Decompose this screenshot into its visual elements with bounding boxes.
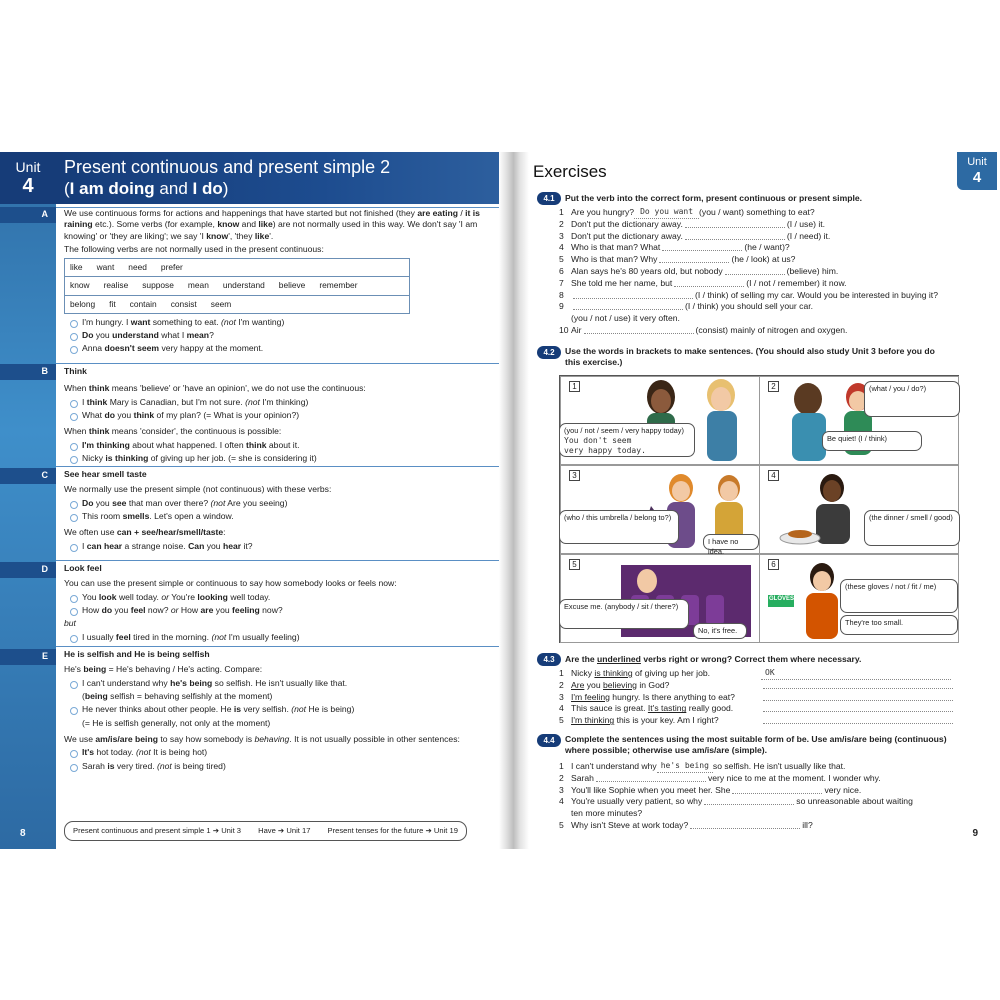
item-text: hungry. Is there anything to eat? — [609, 691, 735, 702]
item-text: (I / think) of selling my car. Would you be interested in buying it? — [695, 289, 938, 300]
picture-cell-2 — [759, 376, 959, 465]
exercise-item — [559, 290, 989, 302]
exercise-instructions: Complete the sentences using the most suitable form of be. Use am/is/are being (continuous) where possible; otherwise use am/is/are (simple). — [565, 734, 947, 756]
answer-blank[interactable] — [659, 254, 729, 263]
section-c-text: We normally use the present simple (not continuous) with these verbs: — [64, 484, 332, 495]
exercise-item — [559, 313, 989, 325]
item-number: 5 — [559, 819, 564, 830]
crossref-link[interactable]: Have ➔ Unit 17 — [258, 826, 311, 835]
exercise-4-4-items — [559, 761, 989, 832]
section-b-text: When think means 'consider', the continuous is possible: — [64, 426, 282, 437]
item-text: very nice to me at the moment. I wonder why. — [707, 772, 881, 783]
section-d — [64, 563, 494, 645]
exercise-item — [559, 820, 989, 832]
section-a-note: The following verbs are not normally used in the present continuous: — [64, 244, 324, 255]
example: You look well today. or You're looking well today. — [64, 592, 494, 603]
verb-cell: suppose — [142, 280, 174, 291]
answer-blank[interactable] — [674, 278, 744, 287]
gutter — [499, 152, 529, 849]
example: I can't understand why he's being so selfish. He isn't usually like that. — [64, 678, 494, 689]
subtitle-part1: I am doing — [69, 179, 155, 198]
answer-blank[interactable] — [732, 785, 822, 794]
exercise-item — [559, 325, 989, 337]
section-divider — [56, 466, 500, 467]
item-number: 6 — [559, 265, 564, 276]
section-tab-e: E — [0, 649, 56, 665]
exercise-4-1-heading — [537, 192, 862, 205]
title-band — [56, 152, 500, 204]
underlined-verb: believing — [603, 679, 637, 690]
example: I can hear a strange noise. Can you hear it? — [64, 541, 494, 552]
unit-number: 4 — [972, 168, 982, 186]
item-text: (I / not / remember) it now. — [746, 277, 847, 288]
item-text: (you / want) something to eat? — [699, 207, 815, 217]
page-number-left: 8 — [20, 828, 26, 839]
exercise-4-4-heading — [537, 734, 955, 757]
verb-cell: belong — [70, 298, 96, 309]
exercise-item — [559, 254, 989, 266]
answer-blank[interactable] — [725, 266, 785, 275]
verb-cell: need — [128, 262, 147, 273]
item-number: 7 — [559, 277, 564, 288]
underlined-verb: Are — [571, 679, 585, 690]
verb-cell: consist — [170, 298, 197, 309]
answer-blank[interactable] — [573, 301, 683, 310]
exercise-item — [559, 219, 989, 231]
item-number: 4 — [559, 703, 564, 714]
section-c — [64, 469, 494, 554]
picture-cell-5 — [560, 554, 760, 643]
speech-bubble: Excuse me. (anybody / sit / there?) — [559, 599, 689, 629]
exercises-title: Exercises — [533, 162, 607, 181]
verb-cell: realise — [103, 280, 129, 291]
picture-cell-4 — [759, 465, 959, 554]
section-tab-d: D — [0, 562, 56, 578]
answer-blank[interactable] — [763, 715, 953, 724]
section-tab-c: C — [0, 468, 56, 484]
item-number: 1 — [559, 207, 564, 217]
example-note: (being selfish = behaving selfishly at the moment) — [82, 691, 273, 702]
item-text: very nice. — [824, 784, 862, 795]
exercise-item — [559, 301, 989, 313]
item-number: 10 — [559, 324, 569, 335]
item-text: Alan says he's 80 years old, but nobody — [571, 265, 723, 276]
example: I usually feel tired in the morning. (not I'm usually feeling) — [64, 632, 494, 643]
item-number — [559, 313, 571, 325]
item-text: Don't put the dictionary away. — [571, 230, 683, 241]
answer-blank[interactable] — [763, 680, 953, 689]
item-text: (he / want)? — [744, 242, 790, 253]
exercise-item — [559, 207, 989, 219]
left-page — [0, 152, 500, 849]
unit-label: Unit — [15, 159, 41, 175]
item-number: 5 — [559, 715, 564, 726]
item-text: You'll like Sophie when you meet her. She — [571, 784, 731, 795]
exercise-instructions: Put the verb into the correct form, present continuous or present simple. — [565, 192, 863, 203]
right-page — [529, 152, 1000, 849]
section-tab-b: B — [0, 364, 56, 380]
section-b-text: When think means 'believe' or 'have an opinion', we do not use the continuous: — [64, 383, 366, 394]
answer-blank[interactable] — [685, 219, 785, 228]
item-text: this is your key. Am I right? — [614, 715, 719, 726]
example: I'm hungry. I want something to eat. (not I'm wanting) — [64, 317, 494, 328]
speech-bubble: No, it's free. — [693, 623, 747, 639]
verb-cell: mean — [187, 280, 209, 291]
cell-number: 6 — [768, 559, 779, 570]
item-text: You're usually very patient, so why — [571, 796, 703, 807]
item-text: (I / think) you should sell your car. — [685, 301, 814, 312]
speech-bubble: (the dinner / smell / good) — [864, 510, 960, 546]
exercise-item — [559, 242, 989, 254]
item-number — [559, 808, 571, 820]
exercise-item — [559, 715, 989, 727]
underlined-verb: is thinking — [594, 668, 633, 678]
speech-bubble: I have no idea. — [703, 534, 759, 550]
item-text: so unreasonable about waiting — [796, 796, 913, 807]
section-divider — [56, 363, 500, 364]
speech-bubble: They're too small. — [840, 615, 958, 635]
section-e — [64, 649, 494, 774]
section-divider — [56, 560, 500, 561]
speech-bubble: (who / this umbrella / belong to?) — [559, 510, 679, 544]
example: He never thinks about other people. He is very selfish. (not He is being) — [64, 704, 494, 715]
verb-cell: believe — [278, 280, 306, 291]
speech-bubble: (what / you / do?) — [864, 381, 960, 417]
section-a — [64, 208, 494, 357]
item-text: ten more minutes? — [571, 808, 643, 819]
item-number: 3 — [559, 784, 564, 795]
section-d-heading: Look feel — [64, 563, 102, 573]
item-text: so selfish. He isn't usually like that. — [712, 761, 846, 771]
section-tab-a: A — [0, 207, 56, 223]
item-text: in God? — [636, 679, 670, 690]
item-text: Who is that man? What — [571, 242, 661, 253]
verb-row-2 — [65, 277, 410, 295]
item-sentence — [571, 668, 761, 680]
exercise-item — [559, 266, 989, 278]
exercise-number: 4.3 — [537, 653, 561, 666]
picture-grid — [559, 375, 959, 643]
side-strip — [0, 152, 56, 849]
underlined-verb: I'm feeling — [571, 691, 610, 702]
verb-cell: know — [70, 280, 90, 291]
section-b — [64, 366, 494, 466]
answer-blank[interactable] — [690, 820, 800, 829]
section-c-text: We often use can + see/hear/smell/taste: — [64, 527, 226, 538]
answer-blank[interactable] — [704, 796, 794, 805]
item-number: 9 — [559, 301, 564, 312]
exercise-item — [559, 231, 989, 243]
item-text: This sauce is great. — [571, 703, 648, 714]
verb-cell: remember — [319, 280, 358, 291]
cell-number: 2 — [768, 381, 779, 392]
item-number: 5 — [559, 254, 564, 265]
exercise-item — [559, 761, 989, 773]
item-text: She told me her name, but — [571, 277, 673, 288]
section-e-heading: He is selfish and He is being selfish — [64, 649, 210, 659]
item-text: you — [584, 679, 604, 690]
item-text: really good. — [686, 703, 734, 714]
section-c-heading: See hear smell taste — [64, 469, 147, 479]
verb-cell: contain — [129, 298, 157, 309]
section-b-heading: Think — [64, 366, 87, 376]
exercise-instructions: Are the underlined verbs right or wrong? Correct them where necessary. — [565, 653, 862, 664]
exercise-item — [559, 796, 989, 808]
unit-number: 4 — [22, 175, 34, 198]
speech-bubble: Be quiet! (I / think) — [822, 431, 922, 451]
item-number: 1 — [559, 761, 564, 771]
answer-blank[interactable] — [596, 773, 706, 782]
section-divider — [56, 646, 500, 647]
cell-number: 4 — [768, 470, 779, 481]
cell-number: 3 — [569, 470, 580, 481]
cell-number: 5 — [569, 559, 580, 570]
exercise-number: 4.2 — [537, 346, 561, 359]
example: It's hot today. (not It is being hot) — [64, 747, 494, 758]
answer-blank[interactable] — [662, 242, 742, 251]
unit-tab-right — [957, 152, 997, 190]
exercise-number: 4.4 — [537, 734, 561, 747]
example: Anna doesn't seem very happy at the moment. — [64, 343, 494, 354]
page-number-right: 9 — [972, 828, 978, 839]
example: Do you understand what I mean? — [64, 330, 494, 341]
item-text: Why isn't Steve at work today? — [571, 819, 689, 830]
example: What do you think of my plan? (= What is your opinion?) — [64, 410, 494, 421]
example: How do you feel now? or How are you feeling now? — [64, 605, 494, 616]
item-number: 4 — [559, 796, 564, 807]
section-e-text: We use am/is/are being to say how somebody is behaving. It is not usually possible in other sentences: — [64, 734, 460, 745]
cross-reference-box — [64, 821, 467, 841]
item-number: 3 — [559, 691, 564, 702]
exercise-4-2-heading — [537, 346, 945, 369]
gloves-sign: GLOVES — [769, 596, 795, 602]
bubble-prompt: (you / not / seem / very happy today) — [564, 426, 684, 435]
item-number: 8 — [559, 289, 564, 300]
item-number: 1 — [559, 668, 564, 678]
example-note: (= He is selfish generally, not only at the moment) — [82, 717, 271, 728]
exercise-item — [559, 692, 989, 704]
item-answer: Do you want — [634, 207, 699, 219]
exercise-instructions: Use the words in brackets to make sentences. (You should also study Unit 3 before you do this exercise.) — [565, 346, 935, 368]
item-text: (believe) him. — [786, 265, 839, 276]
item-text: (I / use) it. — [786, 218, 826, 229]
exercise-item — [559, 680, 989, 692]
answer-blank[interactable] — [584, 325, 694, 334]
item-text: (I / need) it. — [786, 230, 831, 241]
item-text: Air — [571, 324, 582, 335]
item-sentence — [571, 703, 761, 715]
item-text: of giving up her job. — [632, 668, 711, 678]
verb-cell: seem — [210, 298, 232, 309]
exercise-item — [559, 668, 989, 680]
crossref-link[interactable]: Present tenses for the future ➔ Unit 19 — [327, 826, 458, 835]
answer-blank[interactable] — [763, 692, 953, 701]
item-number: 3 — [559, 230, 564, 241]
verb-table — [64, 258, 410, 313]
verb-row-3 — [65, 295, 410, 313]
underlined-verb: I'm thinking — [571, 715, 615, 726]
item-number: 2 — [559, 679, 564, 690]
item-text: Sarah — [571, 772, 594, 783]
item-number: 2 — [559, 218, 564, 229]
item-text: (he / look) at us? — [731, 254, 796, 265]
unit-label: Unit — [967, 156, 987, 168]
item-number: 2 — [559, 772, 564, 783]
item-answer: OK — [761, 668, 951, 680]
item-text: Nicky — [571, 668, 595, 678]
unit-box — [0, 152, 56, 204]
exercise-item — [559, 278, 989, 290]
page-title: Present continuous and present simple 2 — [64, 157, 391, 177]
item-text: Are you hungry? — [571, 207, 635, 217]
picture-cell-6 — [759, 554, 959, 643]
verb-cell: want — [96, 262, 115, 273]
picture-cell-3 — [560, 465, 760, 554]
example: Nicky is thinking of giving up her job. (= she is considering it) — [64, 453, 494, 464]
item-sentence — [571, 680, 761, 692]
verb-cell: understand — [222, 280, 265, 291]
item-text: Who is that man? Why — [571, 254, 658, 265]
underlined-verb: It's tasting — [647, 703, 687, 714]
item-answer: he's being — [657, 761, 713, 773]
section-d-text: You can use the present simple or continuous to say how somebody looks or feels now: — [64, 578, 397, 589]
page-subtitle: (I am doing and I do) — [64, 179, 229, 198]
subtitle-and: and — [159, 179, 188, 198]
example: Do you see that man over there? (not Are you seeing) — [64, 498, 494, 509]
item-text: Don't put the dictionary away. — [571, 218, 683, 229]
item-sentence — [571, 692, 761, 704]
exercise-item — [559, 773, 989, 785]
exercise-item — [559, 785, 989, 797]
but-label: but — [64, 618, 76, 629]
subtitle-part2: I do — [192, 179, 223, 198]
item-text: ill? — [802, 819, 813, 830]
bubble-answer: You don't seem very happy today. — [564, 435, 646, 456]
cell-number: 1 — [569, 381, 580, 392]
speech-bubble — [559, 423, 695, 457]
answer-blank[interactable] — [573, 290, 693, 299]
exercise-item — [559, 703, 989, 715]
section-a-intro: We use continuous forms for actions and happenings that have started but not finished (they are eating / it is raining etc.). Some verbs (for example, know and like) are not normally used in this way. We don't say 'I am knowing' or 'they are liking'; we say 'I know', 'they like'. — [64, 208, 480, 241]
exercise-4-1-items — [559, 207, 989, 337]
item-text: (consist) mainly of nitrogen and oxygen. — [695, 324, 848, 335]
crossref-link[interactable]: Present continuous and present simple 1 ➔ Unit 3 — [73, 826, 242, 835]
item-text: (you / not / use) it very often. — [571, 313, 680, 324]
answer-blank[interactable] — [685, 231, 785, 240]
item-text: I can't understand why — [571, 761, 657, 771]
answer-blank[interactable] — [763, 703, 953, 712]
example: I'm thinking about what happened. I often think about it. — [64, 440, 494, 451]
verb-row-1 — [65, 259, 410, 277]
example: Sarah is very tired. (not is being tired) — [64, 761, 494, 772]
verb-cell: fit — [109, 298, 116, 309]
verb-cell: like — [70, 262, 83, 273]
exercise-number: 4.1 — [537, 192, 561, 205]
section-e-text: He's being = He's behaving / He's acting. Compare: — [64, 664, 263, 675]
item-number: 4 — [559, 242, 564, 253]
speech-bubble: (these gloves / not / fit / me) — [840, 579, 958, 613]
example: This room smells. Let's open a window. — [64, 511, 494, 522]
exercise-4-3-items — [559, 668, 989, 727]
picture-cell-1 — [560, 376, 760, 465]
item-sentence — [571, 715, 761, 727]
verb-cell: prefer — [160, 262, 183, 273]
book-spread — [0, 152, 1000, 849]
example: I think Mary is Canadian, but I'm not sure. (not I'm thinking) — [64, 397, 494, 408]
exercise-4-3-heading — [537, 653, 861, 666]
exercise-item — [559, 808, 989, 820]
